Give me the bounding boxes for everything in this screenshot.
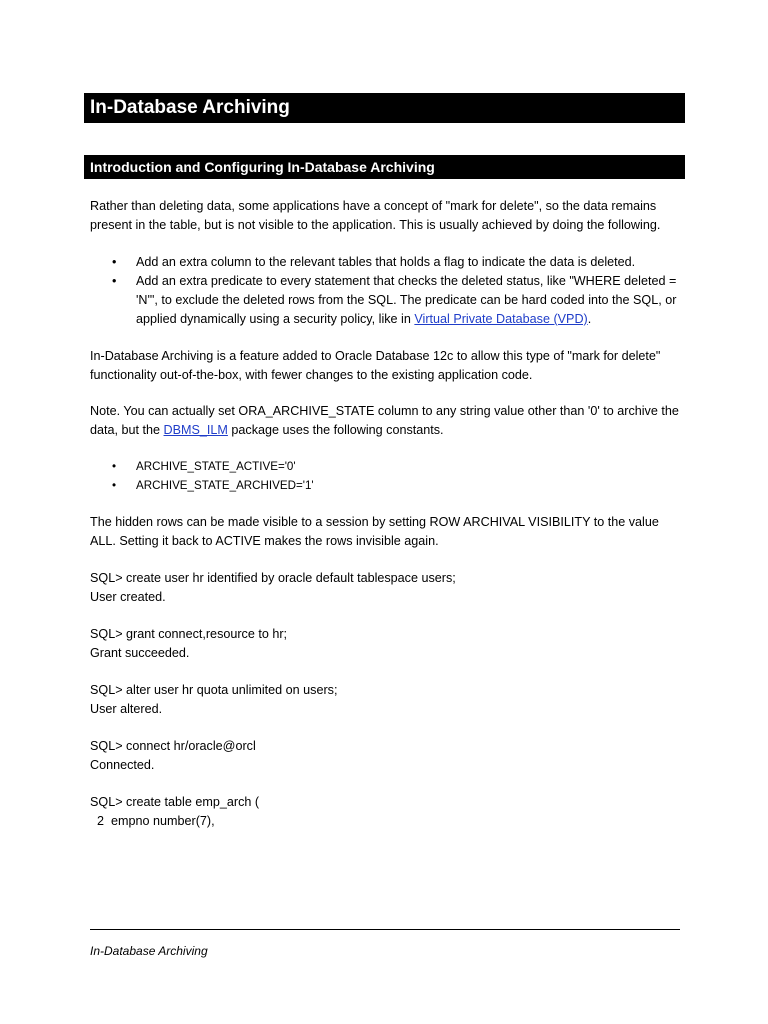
bullet-text: Add an extra column to the relevant tables that holds a flag to indicate the data is deleted.: [136, 255, 636, 269]
list-item: [90, 476, 680, 495]
note-text: Note. You can actually set ORA_ARCHIVE_STATE column to any string value other than '0' to archive the data, but the: [90, 404, 679, 437]
vpd-link[interactable]: Virtual Private Database (VPD): [414, 312, 588, 326]
constant-text: ARCHIVE_STATE_ARCHIVED='1': [136, 479, 314, 492]
document-title: In-Database Archiving: [84, 93, 685, 123]
approach-bullet-list: [90, 253, 680, 329]
document-body: [90, 197, 680, 831]
code-block-connect: [90, 737, 680, 775]
sql-output: Grant succeeded.: [90, 646, 190, 660]
note-paragraph: [90, 402, 680, 440]
code-block-alter-user: [90, 681, 680, 719]
code-block-create-user: [90, 569, 680, 607]
code-block-create-table: [90, 793, 680, 831]
feature-paragraph: In-Database Archiving is a feature added to Oracle Database 12c to allow this type of "mark for delete" functionality out-of-the-box, with fewer changes to the existing application code.: [90, 349, 661, 382]
footer-divider: [90, 929, 680, 930]
list-item: [90, 272, 680, 329]
visibility-paragraph: The hidden rows can be made visible to a session by setting ROW ARCHIVAL VISIBILITY to the value ALL. Setting it back to ACTIVE makes the rows invisible again.: [90, 515, 659, 548]
bullet-icon: •: [112, 255, 117, 269]
sql-command: SQL> grant connect,resource to hr;: [90, 627, 288, 641]
list-item: [90, 253, 680, 272]
note-text-end: package uses the following constants.: [227, 423, 444, 437]
bullet-icon: •: [112, 274, 117, 288]
bullet-icon: •: [112, 460, 117, 473]
dbms-ilm-link[interactable]: DBMS_ILM: [163, 423, 228, 437]
sql-output: User altered.: [90, 702, 163, 716]
intro-paragraph: Rather than deleting data, some applications have a concept of "mark for delete", so the data remains present in the table, but is not visible to the application. This is usually achieved by doing the following.: [90, 199, 661, 232]
code-block-grant: [90, 625, 680, 663]
page-footer: In-Database Archiving: [90, 944, 208, 958]
sql-continuation: 2 empno number(7),: [90, 814, 215, 828]
sql-command: SQL> create table emp_arch (: [90, 795, 260, 809]
sql-command: SQL> alter user hr quota unlimited on users;: [90, 683, 338, 697]
bullet-text: Add an extra predicate to every statement that checks the deleted status, like "WHERE deleted = 'N'", to exclude the deleted rows from the SQL. The predicate can be hard coded into the SQL, or applied dynamically using a security policy, like in: [136, 274, 677, 326]
sql-output: Connected.: [90, 758, 155, 772]
constant-text: ARCHIVE_STATE_ACTIVE='0': [136, 460, 296, 473]
bullet-text-end: .: [587, 312, 592, 326]
sql-command: SQL> connect hr/oracle@orcl: [90, 739, 256, 753]
sql-output: User created.: [90, 590, 166, 604]
sql-command: SQL> create user hr identified by oracle default tablespace users;: [90, 571, 456, 585]
list-item: [90, 457, 680, 476]
section-heading: Introduction and Configuring In-Database Archiving: [84, 155, 685, 179]
bullet-icon: •: [112, 479, 117, 492]
constants-bullet-list: [90, 457, 680, 495]
